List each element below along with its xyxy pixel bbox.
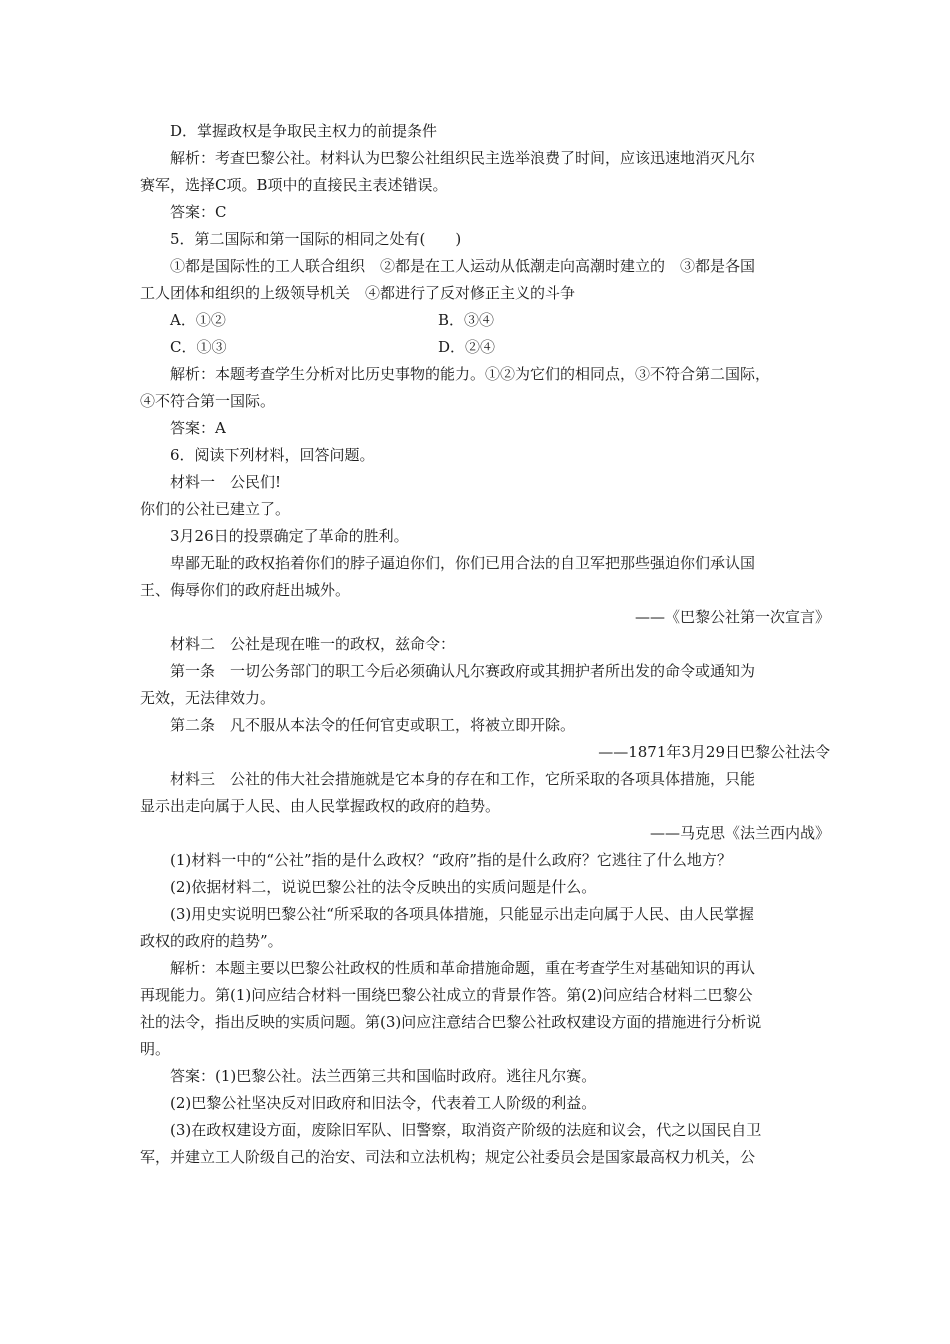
answer-line: (3)在政权建设方面，废除旧军队、旧警察，取消资产阶级的法庭和议会，代之以国民自卫 — [170, 1121, 762, 1139]
analysis-line: ④不符合第一国际。 — [140, 392, 276, 410]
answer-line: 答案：C — [170, 203, 227, 221]
material-source: ——1871年3月29日巴黎公社法令 — [598, 743, 830, 761]
material-line: 无效，无法律效力。 — [140, 689, 276, 707]
analysis-line: 明。 — [140, 1040, 171, 1058]
option-d-line: D．掌握政权是争取民主权力的前提条件 — [170, 122, 438, 140]
sub-question: (1)材料一中的“公社”指的是什么政权？“政府”指的是什么政府？它逃往了什么地方？ — [170, 851, 732, 869]
material-line: 你们的公社已建立了。 — [140, 500, 291, 518]
analysis-line: 再现能力。第(1)问应结合材料一围绕巴黎公社成立的背景作答。第(2)问应结合材料二巴黎公 — [140, 986, 753, 1004]
analysis-line: 解析：本题考查学生分析对比历史事物的能力。①②为它们的相同点，③不符合第二国际， — [170, 365, 771, 383]
answer-line: 答案：A — [170, 419, 226, 437]
sub-question: (3)用史实说明巴黎公社“所采取的各项具体措施，只能显示出走向属于人民、由人民掌握 — [170, 905, 754, 923]
analysis-line: 社的法令，指出反映的实质问题。第(3)问应注意结合巴黎公社政权建设方面的措施进行分析说 — [140, 1013, 762, 1031]
analysis-line: 解析：考查巴黎公社。材料认为巴黎公社组织民主选举浪费了时间，应该迅速地消灭凡尔 — [170, 149, 756, 167]
material-line: 材料三 公社的伟大社会措施就是它本身的存在和工作，它所采取的各项具体措施，只能 — [170, 770, 756, 788]
sub-question: 政权的政府的趋势”。 — [140, 932, 283, 950]
material-line: 显示出走向属于人民、由人民掌握政权的政府的趋势。 — [140, 797, 501, 815]
material-line: 王、侮辱你们的政府赶出城外。 — [140, 581, 351, 599]
material-source: ——《巴黎公社第一次宣言》 — [634, 608, 830, 626]
option-d: D．②④ — [438, 338, 496, 356]
question-5-statements: ①都是国际性的工人联合组织 ②都是在工人运动从低潮走向高潮时建立的 ③都是各国 — [170, 257, 756, 275]
option-c: C．①③ — [170, 338, 227, 356]
options-row — [140, 307, 840, 334]
question-5: 5．第二国际和第一国际的相同之处有( ) — [170, 230, 462, 248]
question-6: 6．阅读下列材料，回答问题。 — [170, 446, 375, 464]
answer-line: 军，并建立工人阶级自己的治安、司法和立法机构；规定公社委员会是国家最高权力机关，公 — [140, 1148, 756, 1166]
option-a: A．①② — [170, 311, 226, 329]
answer-line: 答案：(1)巴黎公社。法兰西第三共和国临时政府。逃往凡尔赛。 — [170, 1067, 597, 1085]
option-b: B．③④ — [438, 311, 495, 329]
material-source: ——马克思《法兰西内战》 — [649, 824, 830, 842]
question-5-statements: 工人团体和组织的上级领导机关 ④都进行了反对修正主义的斗争 — [140, 284, 576, 302]
material-line: 第一条 一切公务部门的职工今后必须确认凡尔赛政府或其拥护者所出发的命令或通知为 — [170, 662, 756, 680]
sub-question: (2)依据材料二，说说巴黎公社的法令反映出的实质问题是什么。 — [170, 878, 597, 896]
material-line: 第二条 凡不服从本法令的任何官吏或职工，将被立即开除。 — [170, 716, 576, 734]
material-line: 材料一 公民们! — [170, 473, 282, 491]
options-row — [140, 334, 840, 361]
material-line: 卑鄙无耻的政权掐着你们的脖子逼迫你们，你们已用合法的自卫军把那些强迫你们承认国 — [170, 554, 756, 572]
answer-line: (2)巴黎公社坚决反对旧政府和旧法令，代表着工人阶级的利益。 — [170, 1094, 597, 1112]
document-body — [140, 118, 840, 1171]
material-line: 材料二 公社是现在唯一的政权，兹命令： — [170, 635, 456, 653]
analysis-line: 赛军，选择C项。B项中的直接民主表述错误。 — [140, 176, 448, 194]
material-line: 3月26日的投票确定了革命的胜利。 — [170, 527, 409, 545]
analysis-line: 解析：本题主要以巴黎公社政权的性质和革命措施命题，重在考查学生对基础知识的再认 — [170, 959, 756, 977]
